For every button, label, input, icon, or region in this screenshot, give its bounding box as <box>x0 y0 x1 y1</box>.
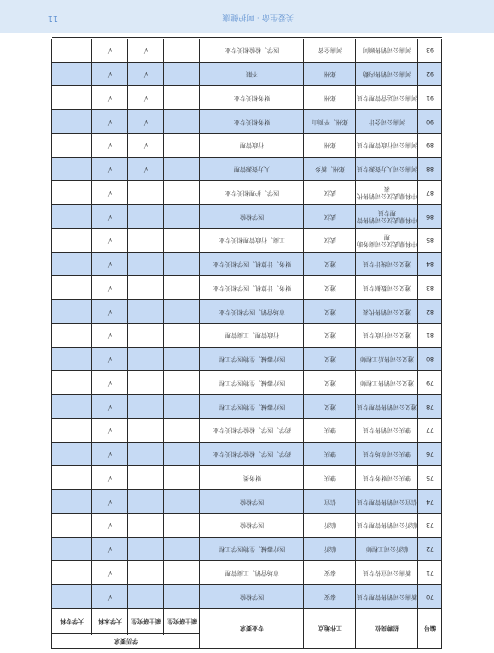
table-row <box>52 276 442 301</box>
cell-major: 医学检验 <box>240 497 265 505</box>
cell-c <box>52 38 92 62</box>
cell-m2 <box>128 323 164 347</box>
cell-loc: 遵义 <box>324 378 337 386</box>
cell-m2 <box>128 371 164 395</box>
table-row <box>52 466 442 491</box>
cell-c <box>52 62 92 86</box>
cell-c <box>52 204 92 228</box>
cell-no: 87 <box>426 188 434 196</box>
cell-major: 市场营销、医学相关专业 <box>219 307 286 315</box>
cell-post: 遵义公司数据专员 <box>363 283 412 291</box>
table-row <box>52 252 442 277</box>
cell-m2 <box>128 584 164 608</box>
cell-b: √ <box>107 188 113 197</box>
cell-loc: 武汉 <box>324 212 337 220</box>
cell-no: 77 <box>426 426 434 434</box>
cell-major: 医疗器械、生物医学工程 <box>219 545 286 553</box>
cell-post: 新南公司宣传专员 <box>363 568 412 576</box>
cell-post: 新南公司销售管理专员 <box>356 592 417 600</box>
cell-no: 93 <box>426 46 434 54</box>
cell-m <box>164 38 200 62</box>
table-row <box>52 299 442 324</box>
table-row <box>52 62 442 87</box>
cell-m2 <box>128 228 164 252</box>
cell-no: 78 <box>426 402 434 410</box>
cell-post: 河南公司行政管理专员 <box>356 141 417 149</box>
cell-m2: √ <box>143 141 149 150</box>
cell-major: 财务、计算机、医学相关专业 <box>213 260 292 268</box>
table-row <box>52 157 442 182</box>
header-post: 招聘岗位 <box>375 624 400 632</box>
cell-c <box>52 157 92 181</box>
cell-post: 河南公司销售顾问 <box>363 46 412 54</box>
cell-b: √ <box>107 307 113 316</box>
cell-loc: 肇庆 <box>324 450 337 458</box>
cell-major: 医疗器械、生物医学工程 <box>219 355 286 363</box>
cell-b: √ <box>107 426 113 435</box>
cell-m <box>164 394 200 418</box>
cell-no: 75 <box>426 473 434 481</box>
cell-major: 医疗器械、生物医学工程 <box>219 378 286 386</box>
cell-post: 遵义公司统计专员 <box>363 260 412 268</box>
cell-no: 72 <box>426 545 434 553</box>
cell-loc: 武汉 <box>324 188 337 196</box>
cell-m2 <box>128 204 164 228</box>
cell-m <box>164 276 200 300</box>
cell-no: 70 <box>426 592 434 600</box>
cell-m <box>164 537 200 561</box>
cell-loc: 遵义 <box>324 331 337 339</box>
cell-m2: √ <box>143 117 149 126</box>
grid-line <box>51 39 52 649</box>
table-row <box>52 513 442 538</box>
cell-c <box>52 584 92 608</box>
cell-m <box>164 181 200 205</box>
cell-b: √ <box>107 592 113 601</box>
cell-c <box>52 394 92 418</box>
cell-m <box>164 62 200 86</box>
header-split-line <box>52 633 200 634</box>
cell-m2 <box>128 394 164 418</box>
cell-b: √ <box>107 212 113 221</box>
cell-major: 药学、医学、检验学相关专业 <box>213 450 292 458</box>
cell-m <box>164 466 200 490</box>
cell-no: 79 <box>426 378 434 386</box>
cell-no: 83 <box>426 283 434 291</box>
cell-c <box>52 276 92 300</box>
cell-post: 河南公司会计 <box>369 117 406 125</box>
cell-no: 82 <box>426 307 434 315</box>
cell-no: 86 <box>426 212 434 220</box>
cell-major: 财务、计算机、医学相关专业 <box>213 283 292 291</box>
cell-m2 <box>128 561 164 585</box>
grid-line <box>303 39 304 649</box>
cell-m <box>164 323 200 347</box>
cell-m2 <box>128 489 164 513</box>
cell-major: 医疗器械、生物医学工程 <box>219 402 286 410</box>
cell-b: √ <box>107 46 113 55</box>
cell-post: 河南公司人力资源专员 <box>356 165 417 173</box>
cell-b: √ <box>107 70 113 79</box>
cell-no: 88 <box>426 165 434 173</box>
table-row <box>52 133 442 158</box>
cell-post: 临沂公司工程师 <box>366 545 409 553</box>
cell-b: √ <box>107 236 113 245</box>
cell-m <box>164 489 200 513</box>
cell-b: √ <box>107 117 113 126</box>
cell-no: 81 <box>426 331 434 339</box>
cell-m2: √ <box>143 165 149 174</box>
table-row <box>52 489 442 514</box>
cell-c <box>52 371 92 395</box>
cell-post: 临沂公司销售管理专员 <box>356 521 417 529</box>
cell-b: √ <box>107 545 113 554</box>
footer-slogan: 关爱生命 · 呵护健康 <box>222 13 294 22</box>
cell-m2 <box>128 466 164 490</box>
header-college: 大学专科 <box>60 617 85 625</box>
cell-c <box>52 86 92 110</box>
cell-post: 肇庆公司销售专员 <box>363 426 412 434</box>
header-location: 工作地点 <box>318 624 343 632</box>
cell-m <box>164 584 200 608</box>
cell-b: √ <box>107 283 113 292</box>
cell-loc: 肇庆 <box>324 426 337 434</box>
cell-c <box>52 228 92 252</box>
cell-m2 <box>128 537 164 561</box>
page-footer <box>0 0 494 33</box>
cell-no: 74 <box>426 497 434 505</box>
cell-m2: √ <box>143 46 149 55</box>
cell-post: 信宜公司销售管理专员 <box>356 497 417 505</box>
cell-loc: 遵义 <box>324 260 337 268</box>
cell-major: 医学、护理相关专业 <box>225 188 280 196</box>
cell-m2: √ <box>143 70 149 79</box>
grid-line <box>163 39 164 635</box>
table-row <box>52 109 442 134</box>
table-row <box>52 347 442 372</box>
cell-loc: 郑州、新乡 <box>315 165 346 173</box>
cell-c <box>52 537 92 561</box>
grid-line <box>441 39 442 649</box>
cell-major: 市场营销、工商管理 <box>225 568 280 576</box>
cell-post: 河南公司运营管理专员 <box>356 93 417 101</box>
cell-major: 人力资源管理 <box>234 165 271 173</box>
cell-c <box>52 442 92 466</box>
cell-m2 <box>128 276 164 300</box>
cell-m <box>164 513 200 537</box>
cell-c <box>52 133 92 157</box>
cell-m2 <box>128 181 164 205</box>
cell-b: √ <box>107 497 113 506</box>
cell-major: 药学、医学、检验学相关专业 <box>213 426 292 434</box>
cell-m <box>164 157 200 181</box>
cell-no: 73 <box>426 521 434 529</box>
cell-m2 <box>128 299 164 323</box>
cell-no: 76 <box>426 450 434 458</box>
cell-b: √ <box>107 141 113 150</box>
cell-m <box>164 347 200 371</box>
cell-m <box>164 133 200 157</box>
cell-m <box>164 561 200 585</box>
table-row <box>52 537 442 562</box>
cell-b: √ <box>107 355 113 364</box>
cell-b: √ <box>107 165 113 174</box>
page-number: 11 <box>47 14 58 23</box>
cell-c <box>52 489 92 513</box>
cell-post: 遵义公司销售管理专员 <box>356 402 417 410</box>
cell-loc: 郑州、平顶山 <box>312 117 349 125</box>
cell-loc: 泰安 <box>324 568 337 576</box>
cell-loc: 郑州 <box>324 70 337 78</box>
cell-b: √ <box>107 568 113 577</box>
table-header <box>52 608 442 649</box>
cell-major: 财务类 <box>243 473 262 481</box>
cell-b: √ <box>107 331 113 340</box>
cell-post: 肇庆公司财务专员 <box>363 473 412 481</box>
cell-post: 遵义公司销售工程师 <box>360 378 415 386</box>
cell-loc: 河南全省 <box>318 46 343 54</box>
cell-post: 遵义公司行政专员 <box>363 331 412 339</box>
table-row <box>52 584 442 609</box>
cell-post: 中科鼎武汉公司销售管理专员 <box>356 209 417 224</box>
cell-loc: 遵义 <box>324 307 337 315</box>
cell-post: 中科鼎武汉公司商务助理 <box>356 232 417 247</box>
cell-b: √ <box>107 93 113 102</box>
cell-no: 91 <box>426 93 434 101</box>
cell-c <box>52 513 92 537</box>
cell-m <box>164 86 200 110</box>
cell-major: 行政管理、工商管理 <box>225 331 280 339</box>
header-major: 专业要求 <box>240 624 265 632</box>
cell-m <box>164 228 200 252</box>
cell-major: 不限 <box>246 70 259 78</box>
cell-m <box>164 109 200 133</box>
cell-loc: 郑州 <box>324 93 337 101</box>
header-seq: 编号 <box>424 624 437 632</box>
grid-line <box>199 39 200 649</box>
cell-major: 财务相关专业 <box>234 93 271 101</box>
cell-m2 <box>128 347 164 371</box>
cell-post: 河南公司销售内勤 <box>363 70 412 78</box>
cell-loc: 临沂 <box>324 521 337 529</box>
cell-c <box>52 466 92 490</box>
cell-no: 92 <box>426 70 434 78</box>
header-bachelor: 大学本科 <box>98 617 123 625</box>
cell-loc: 遵义 <box>324 355 337 363</box>
cell-c <box>52 418 92 442</box>
cell-m <box>164 371 200 395</box>
cell-no: 89 <box>426 141 434 149</box>
grid-line <box>417 39 418 649</box>
cell-b: √ <box>107 473 113 482</box>
cell-m2 <box>128 252 164 276</box>
cell-m <box>164 252 200 276</box>
cell-m2: √ <box>143 93 149 102</box>
table-row <box>52 371 442 396</box>
table-row <box>52 228 442 253</box>
recruitment-table <box>52 39 442 649</box>
cell-loc: 武汉 <box>324 236 337 244</box>
cell-loc: 郑州 <box>324 141 337 149</box>
cell-c <box>52 252 92 276</box>
cell-post: 遵义公司销售代表 <box>363 307 412 315</box>
cell-loc: 泰安 <box>324 592 337 600</box>
cell-no: 71 <box>426 568 434 576</box>
cell-post: 肇庆公司市场专员 <box>363 450 412 458</box>
cell-post: 遵义公司售后工程师 <box>360 355 415 363</box>
cell-c <box>52 181 92 205</box>
cell-major: 医学、检验相关专业 <box>225 46 280 54</box>
cell-c <box>52 109 92 133</box>
table-row <box>52 561 442 586</box>
cell-major: 医学检验 <box>240 212 265 220</box>
cell-m <box>164 204 200 228</box>
table-row <box>52 323 442 348</box>
cell-b: √ <box>107 402 113 411</box>
table-row <box>52 442 442 467</box>
header-master: 硕士研究生 <box>167 617 198 625</box>
cell-m2 <box>128 418 164 442</box>
cell-major: 医学检验 <box>240 592 265 600</box>
cell-post: 中科鼎武汉公司销售代表 <box>356 185 417 200</box>
cell-no: 90 <box>426 117 434 125</box>
table-row <box>52 181 442 206</box>
table-row <box>52 394 442 419</box>
grid-line <box>91 39 92 635</box>
header-master-2: 硕士研究生 <box>131 617 162 625</box>
table-row <box>52 204 442 229</box>
cell-c <box>52 561 92 585</box>
cell-b: √ <box>107 378 113 387</box>
cell-b: √ <box>107 450 113 459</box>
cell-m2 <box>128 442 164 466</box>
grid-line <box>127 39 128 635</box>
cell-m <box>164 418 200 442</box>
cell-loc: 临沂 <box>324 545 337 553</box>
table-row <box>52 418 442 443</box>
cell-loc: 遵义 <box>324 402 337 410</box>
header-education: 学历要求 <box>114 637 139 645</box>
cell-no: 85 <box>426 236 434 244</box>
cell-b: √ <box>107 521 113 530</box>
grid-line <box>355 39 356 649</box>
cell-b: √ <box>107 260 113 269</box>
cell-major: 医学检验 <box>240 521 265 529</box>
cell-m <box>164 299 200 323</box>
cell-loc: 肇庆 <box>324 473 337 481</box>
cell-major: 财务相关专业 <box>234 117 271 125</box>
cell-loc: 遵义 <box>324 283 337 291</box>
cell-c <box>52 299 92 323</box>
cell-no: 84 <box>426 260 434 268</box>
cell-no: 80 <box>426 355 434 363</box>
cell-m2 <box>128 513 164 537</box>
cell-c <box>52 347 92 371</box>
cell-major: 工商、行政管理相关专业 <box>219 236 286 244</box>
cell-loc: 信宜 <box>324 497 337 505</box>
table-row <box>52 86 442 111</box>
cell-m <box>164 442 200 466</box>
cell-major: 行政管理 <box>240 141 265 149</box>
table-row <box>52 37 442 63</box>
cell-c <box>52 323 92 347</box>
